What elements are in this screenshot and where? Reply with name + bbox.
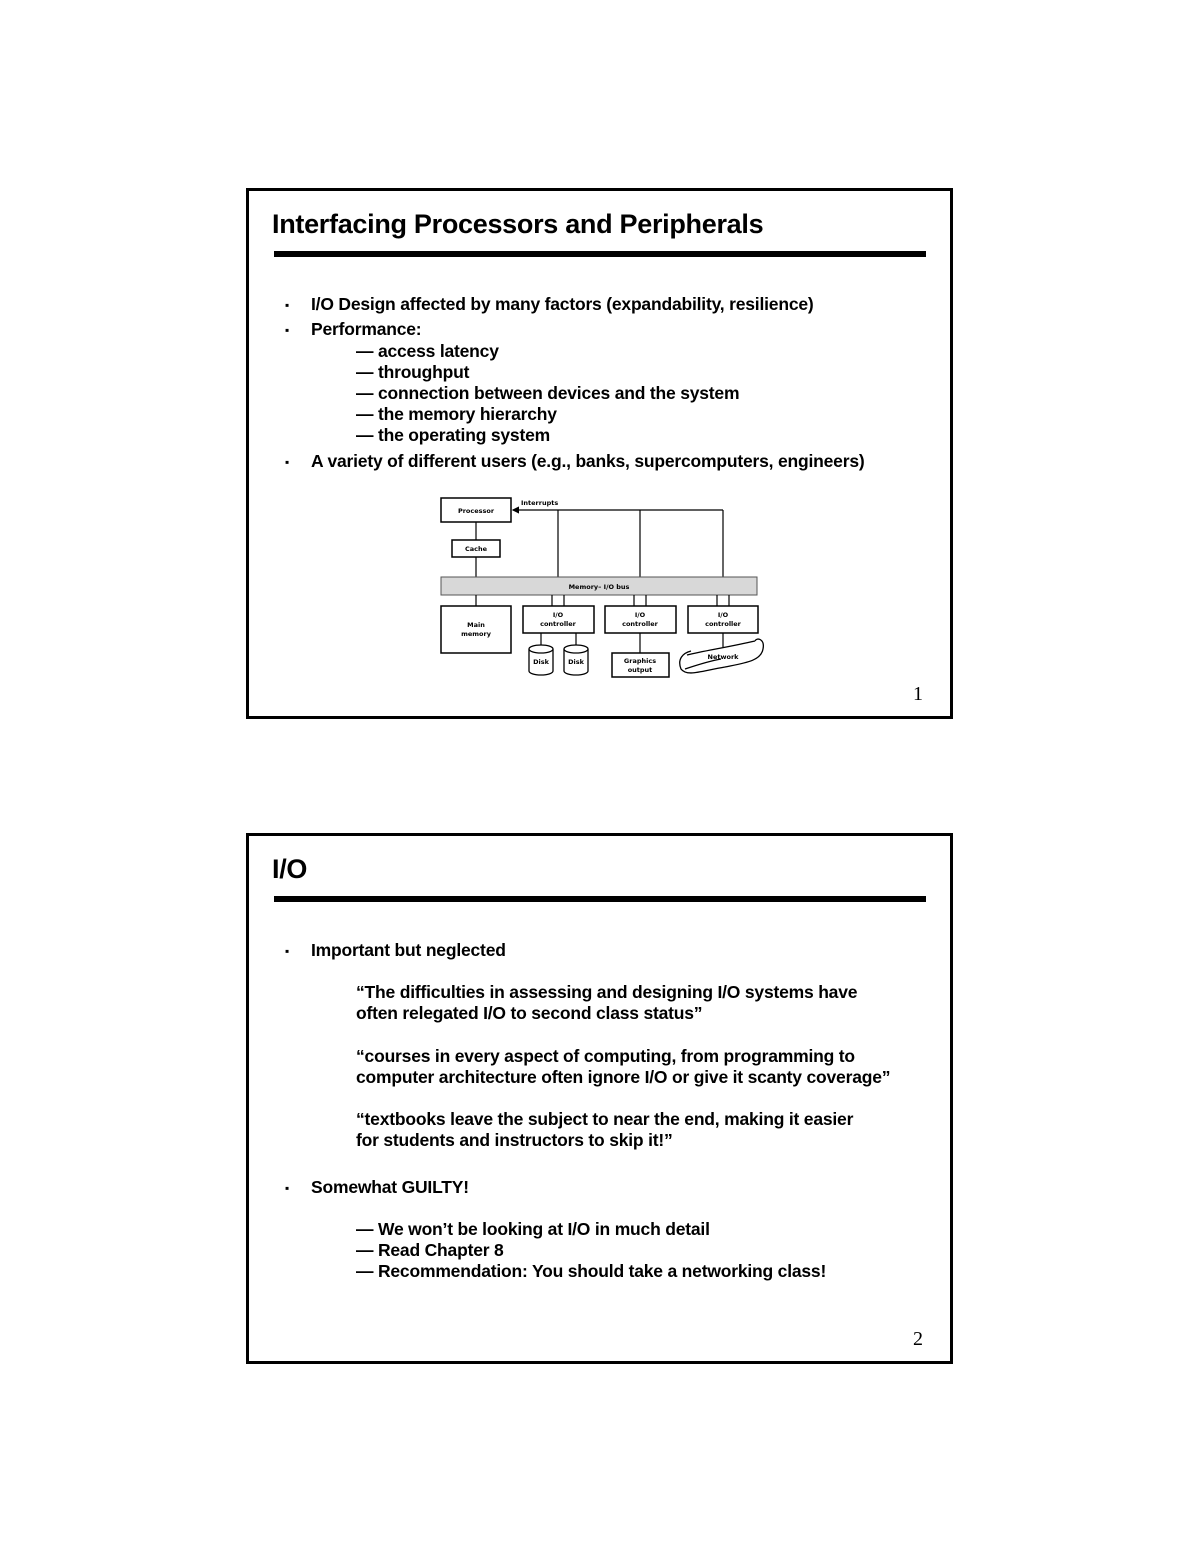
quote-3-line-2: for students and instructors to skip it!” [356, 1130, 673, 1150]
graphics-output-box [612, 653, 669, 677]
disk-1 [529, 645, 553, 675]
subitem-chapter: — Read Chapter 8 [356, 1240, 504, 1260]
processor-label: Processor [457, 507, 495, 515]
svg-text:I/O: I/O [634, 611, 646, 619]
io-controller-1 [523, 606, 594, 633]
svg-text:controller: controller [540, 620, 576, 628]
svg-text:output: output [627, 666, 653, 674]
subitem-connection: — connection between devices and the system [356, 383, 740, 403]
subitem-access-latency: — access latency [356, 341, 499, 361]
subitem-throughput: — throughput [356, 362, 470, 382]
bullet-marker: ▪ [285, 323, 290, 337]
subitem-recommendation: — Recommendation: You should take a networking class! [356, 1261, 827, 1281]
interrupts-label: Interrupts [521, 499, 559, 507]
bullet-important: Important but neglected [311, 940, 506, 960]
cache-box [452, 540, 500, 557]
title-rule [274, 896, 926, 902]
bullet-variety-users: A variety of different users (e.g., banks, supercomputers, engineers) [311, 451, 865, 471]
bullet-io-design: I/O Design affected by many factors (expandability, resilience) [311, 294, 814, 314]
svg-text:Main: Main [467, 621, 485, 629]
quote-3-line-1: “textbooks leave the subject to near the end, making it easier [356, 1109, 854, 1129]
io-controller-3 [688, 606, 758, 633]
svg-text:I/O: I/O [717, 611, 729, 619]
subitem-detail: — We won’t be looking at I/O in much detail [356, 1219, 710, 1239]
main-memory-box [441, 606, 511, 653]
svg-text:Graphics: Graphics [623, 657, 657, 665]
bus-label: Memory– I/O bus [568, 583, 630, 591]
slide-1-title: Interfacing Processors and Peripherals [272, 209, 764, 239]
quote-2-line-1: “courses in every aspect of computing, from programming to [356, 1046, 855, 1066]
io-controller-2 [605, 606, 676, 633]
io-architecture-diagram [439, 493, 769, 683]
svg-text:controller: controller [705, 620, 741, 628]
subitem-memory-hierarchy: — the memory hierarchy [356, 404, 557, 424]
bullet-guilty: Somewhat GUILTY! [311, 1177, 469, 1197]
svg-text:Disk: Disk [568, 658, 584, 666]
quote-2-line-2: computer architecture often ignore I/O or give it scanty coverage” [356, 1067, 891, 1087]
memory-io-bus [441, 577, 757, 595]
bullet-marker: ▪ [285, 1181, 290, 1195]
processor-box [441, 498, 511, 522]
page-number: 2 [913, 1328, 923, 1350]
svg-text:I/O: I/O [552, 611, 564, 619]
bullet-marker: ▪ [285, 298, 290, 312]
svg-text:Network: Network [707, 653, 739, 661]
svg-text:Disk: Disk [533, 658, 549, 666]
slide-1 [246, 188, 953, 719]
subitem-operating-system: — the operating system [356, 425, 550, 445]
network-shape [680, 639, 764, 673]
bullet-marker: ▪ [285, 944, 290, 958]
quote-1-line-2: often relegated I/O to second class status” [356, 1003, 703, 1023]
svg-text:controller: controller [622, 620, 658, 628]
slide-2 [246, 833, 953, 1364]
title-rule [274, 251, 926, 257]
quote-1-line-1: “The difficulties in assessing and designing I/O systems have [356, 982, 858, 1002]
disk-2 [564, 645, 588, 675]
cache-label: Cache [464, 545, 488, 553]
svg-text:memory: memory [461, 630, 491, 638]
bullet-marker: ▪ [285, 455, 290, 469]
page-number: 1 [913, 683, 923, 705]
bullet-performance: Performance: [311, 319, 422, 339]
slide-2-title: I/O [272, 854, 308, 884]
